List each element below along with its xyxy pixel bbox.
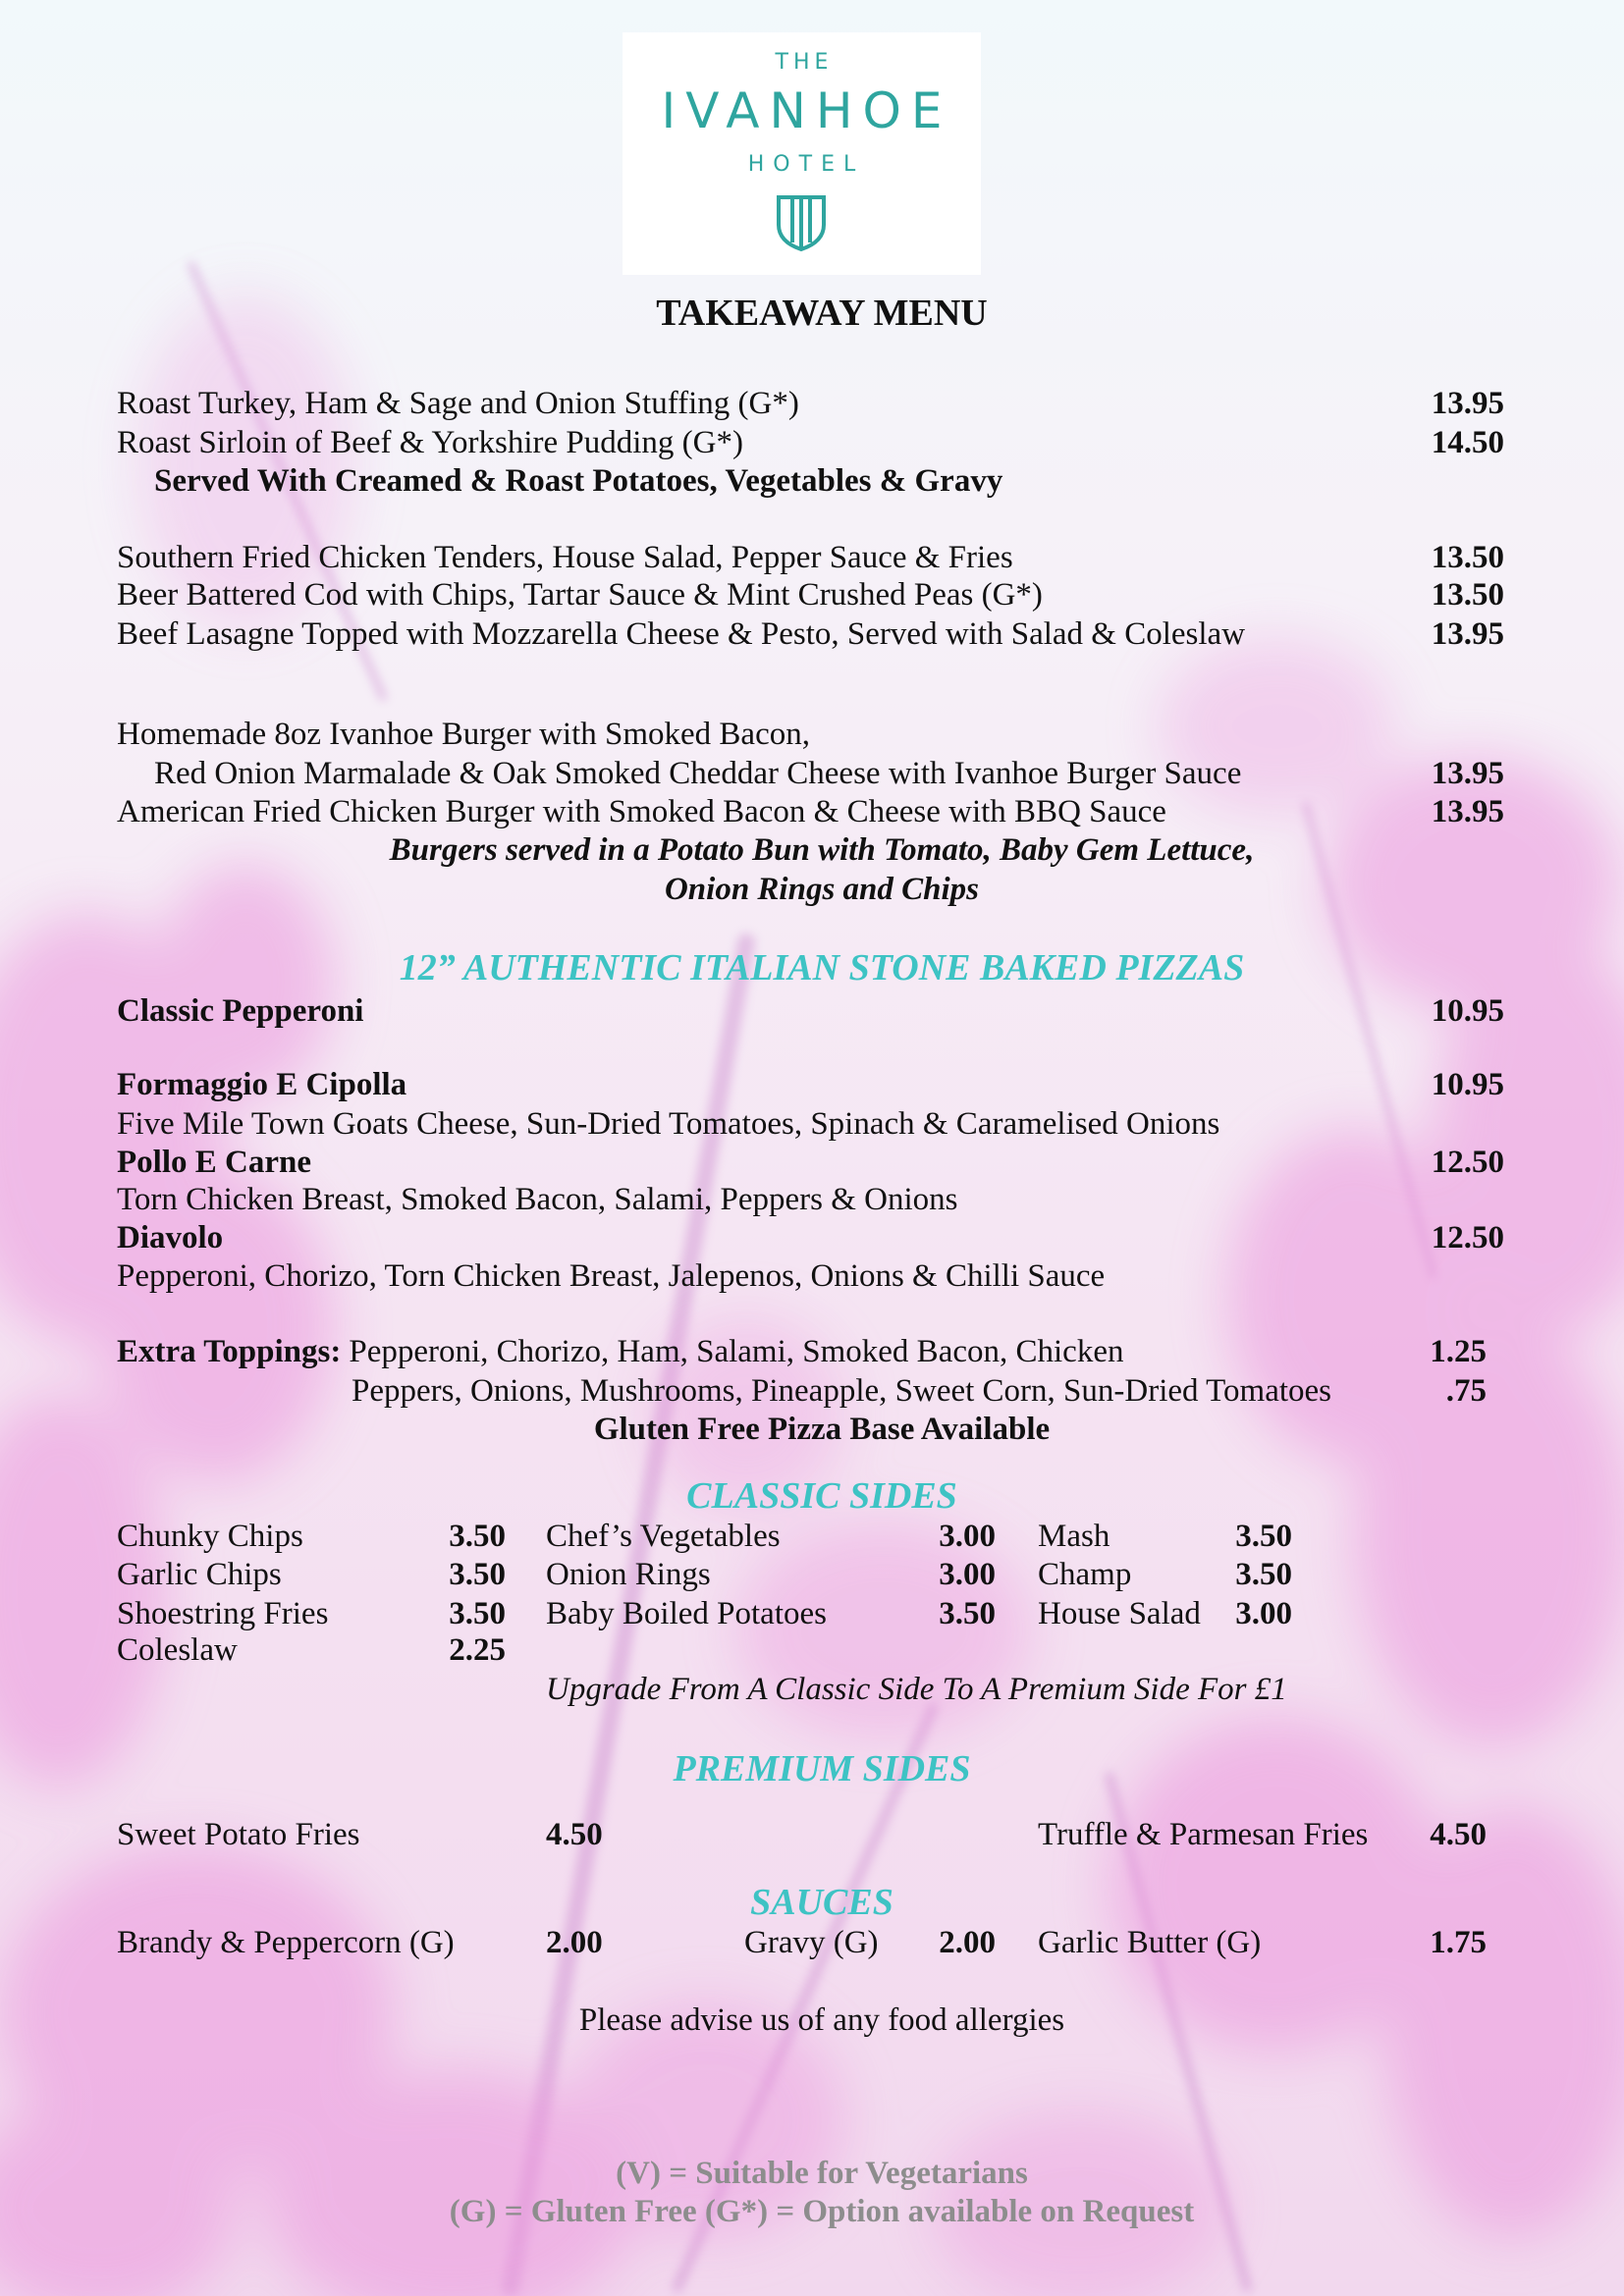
premium-sides-heading: PREMIUM SIDES: [673, 1748, 971, 1789]
burgers-note-line1: Burgers served in a Potato Bun with Tomato, Baby Gem Lettuce,: [389, 832, 1255, 868]
side-name: Onion Rings: [546, 1557, 711, 1592]
sauce-name: Brandy & Peppercorn (G): [117, 1925, 455, 1960]
pizza-name: Classic Pepperoni: [117, 993, 364, 1029]
pizza-price: 12.50: [1431, 1145, 1504, 1180]
premium-sides-row: [0, 1818, 1624, 1851]
side-name: Sweet Potato Fries: [117, 1817, 360, 1852]
pizza-name: Diavolo: [117, 1220, 224, 1255]
menu-item: [0, 541, 1624, 574]
sides-row: [0, 1558, 1624, 1591]
pizza-name: Formaggio E Cipolla: [117, 1067, 407, 1102]
item-name: Roast Sirloin of Beef & Yorkshire Pudding (G*): [117, 425, 743, 460]
item-name: American Fried Chicken Burger with Smoked Bacon & Cheese with BBQ Sauce: [117, 794, 1166, 829]
pizzas-heading: 12” AUTHENTIC ITALIAN STONE BAKED PIZZAS: [399, 947, 1245, 988]
side-price: 3.50: [939, 1596, 996, 1631]
pizza-item: [0, 994, 1624, 1028]
page-title: TAKEAWAY MENU: [656, 293, 988, 334]
sides-row: [0, 1520, 1624, 1553]
item-name: Beer Battered Cod with Chips, Tartar Sauce & Mint Crushed Peas (G*): [117, 577, 1043, 613]
pizza-price: 10.95: [1431, 993, 1504, 1029]
item-price: 13.95: [1431, 756, 1504, 791]
pizza-description: Pepperoni, Chorizo, Torn Chicken Breast, Jalepenos, Onions & Chilli Sauce: [117, 1258, 1106, 1294]
side-price: 3.50: [449, 1557, 506, 1592]
pizza-price: 10.95: [1431, 1067, 1504, 1102]
gluten-free-note: Gluten Free Pizza Base Available: [593, 1412, 1051, 1447]
roasts-note: Served With Creamed & Roast Potatoes, Vegetables & Gravy: [154, 463, 1003, 499]
sauces-row: [0, 1926, 1624, 1959]
shield-icon: [775, 193, 828, 252]
menu-item: [0, 795, 1624, 828]
allergy-note: Please advise us of any food allergies: [578, 2002, 1065, 2038]
item-price: 13.95: [1431, 794, 1504, 829]
logo-name: IVANHOE: [661, 82, 952, 139]
item-name-line2: Red Onion Marmalade & Oak Smoked Cheddar Cheese with Ivanhoe Burger Sauce: [154, 756, 1242, 791]
side-price: 4.50: [1430, 1817, 1487, 1852]
side-price: 3.50: [1235, 1519, 1292, 1554]
pizza-item: [0, 1068, 1624, 1101]
item-name: Roast Turkey, Ham & Sage and Onion Stuffing (G*): [117, 386, 799, 421]
side-name: Chef’s Vegetables: [546, 1519, 781, 1554]
sides-row: [0, 1597, 1624, 1630]
sauce-name: Garlic Butter (G): [1038, 1925, 1262, 1960]
sauce-price: 2.00: [546, 1925, 603, 1960]
extra-toppings-price: .75: [1445, 1373, 1487, 1409]
menu-item: [0, 718, 1624, 751]
item-price: 13.50: [1431, 577, 1504, 613]
burgers-note-line2: Onion Rings and Chips: [664, 872, 980, 907]
side-name: Truffle & Parmesan Fries: [1038, 1817, 1369, 1852]
sauce-price: 1.75: [1430, 1925, 1487, 1960]
side-price: 3.00: [939, 1519, 996, 1554]
menu-item: [0, 426, 1624, 459]
extra-toppings-label: Extra Toppings:: [117, 1334, 342, 1369]
pizza-description-row: [0, 1183, 1624, 1216]
pizza-price: 12.50: [1431, 1220, 1504, 1255]
extra-toppings-row: [0, 1374, 1624, 1408]
side-name: Mash: [1038, 1519, 1110, 1554]
side-price: 3.50: [1235, 1557, 1292, 1592]
side-name: Baby Boiled Potatoes: [546, 1596, 827, 1631]
side-price: 3.00: [939, 1557, 996, 1592]
side-name: Champ: [1038, 1557, 1132, 1592]
extra-toppings-tier: Peppers, Onions, Mushrooms, Pineapple, Sweet Corn, Sun-Dried Tomatoes: [352, 1373, 1331, 1409]
sides-row: [0, 1633, 1624, 1667]
legend-vegetarian: (V) = Suitable for Vegetarians: [616, 2156, 1028, 2191]
logo-hotel: HOTEL: [747, 152, 865, 177]
item-price: 13.95: [1431, 386, 1504, 421]
pizza-item: [0, 1146, 1624, 1179]
legend-gluten-free: (G) = Gluten Free (G*) = Option available on Request: [449, 2194, 1195, 2229]
pizza-name: Pollo E Carne: [117, 1145, 311, 1180]
item-name: Southern Fried Chicken Tenders, House Salad, Pepper Sauce & Fries: [117, 540, 1013, 575]
side-name: Garlic Chips: [117, 1557, 282, 1592]
side-price: 4.50: [546, 1817, 603, 1852]
item-name: Beef Lasagne Topped with Mozzarella Cheese & Pesto, Served with Salad & Coleslaw: [117, 616, 1246, 652]
side-price: 3.00: [1235, 1596, 1292, 1631]
menu-item: [0, 757, 1624, 790]
side-price: 3.50: [449, 1596, 506, 1631]
pizza-description-row: [0, 1259, 1624, 1293]
extra-toppings-tier: Pepperoni, Chorizo, Ham, Salami, Smoked Bacon, Chicken: [349, 1334, 1124, 1369]
side-price: 3.50: [449, 1519, 506, 1554]
pizza-description-row: [0, 1107, 1624, 1141]
side-name: Chunky Chips: [117, 1519, 303, 1554]
side-name: House Salad: [1038, 1596, 1201, 1631]
side-price: 2.25: [449, 1632, 506, 1668]
pizza-description: Torn Chicken Breast, Smoked Bacon, Salami, Peppers & Onions: [117, 1182, 958, 1217]
upgrade-note-row: [0, 1673, 1624, 1706]
pizza-item: [0, 1221, 1624, 1255]
item-price: 13.95: [1431, 616, 1504, 652]
sauce-price: 2.00: [939, 1925, 996, 1960]
classic-sides-heading: CLASSIC SIDES: [686, 1475, 957, 1517]
upgrade-note: Upgrade From A Classic Side To A Premium Side For £1: [546, 1672, 1287, 1707]
sauce-name: Gravy (G): [744, 1925, 879, 1960]
pizza-description: Five Mile Town Goats Cheese, Sun-Dried Tomatoes, Spinach & Caramelised Onions: [117, 1106, 1220, 1142]
extra-toppings-row: [0, 1335, 1624, 1368]
logo-the: THE: [775, 50, 834, 75]
sauces-heading: SAUCES: [750, 1882, 893, 1923]
extra-toppings-line: [117, 1335, 1123, 1368]
menu-item: [0, 578, 1624, 612]
item-price: 13.50: [1431, 540, 1504, 575]
item-name-line1: Homemade 8oz Ivanhoe Burger with Smoked Bacon,: [117, 717, 810, 752]
menu-item: [0, 617, 1624, 651]
side-name: Shoestring Fries: [117, 1596, 329, 1631]
item-price: 14.50: [1431, 425, 1504, 460]
side-name: Coleslaw: [117, 1632, 238, 1668]
hotel-logo: [623, 32, 981, 275]
menu-item: [0, 387, 1624, 420]
extra-toppings-price: 1.25: [1430, 1334, 1487, 1369]
roasts-note-row: [0, 464, 1624, 498]
